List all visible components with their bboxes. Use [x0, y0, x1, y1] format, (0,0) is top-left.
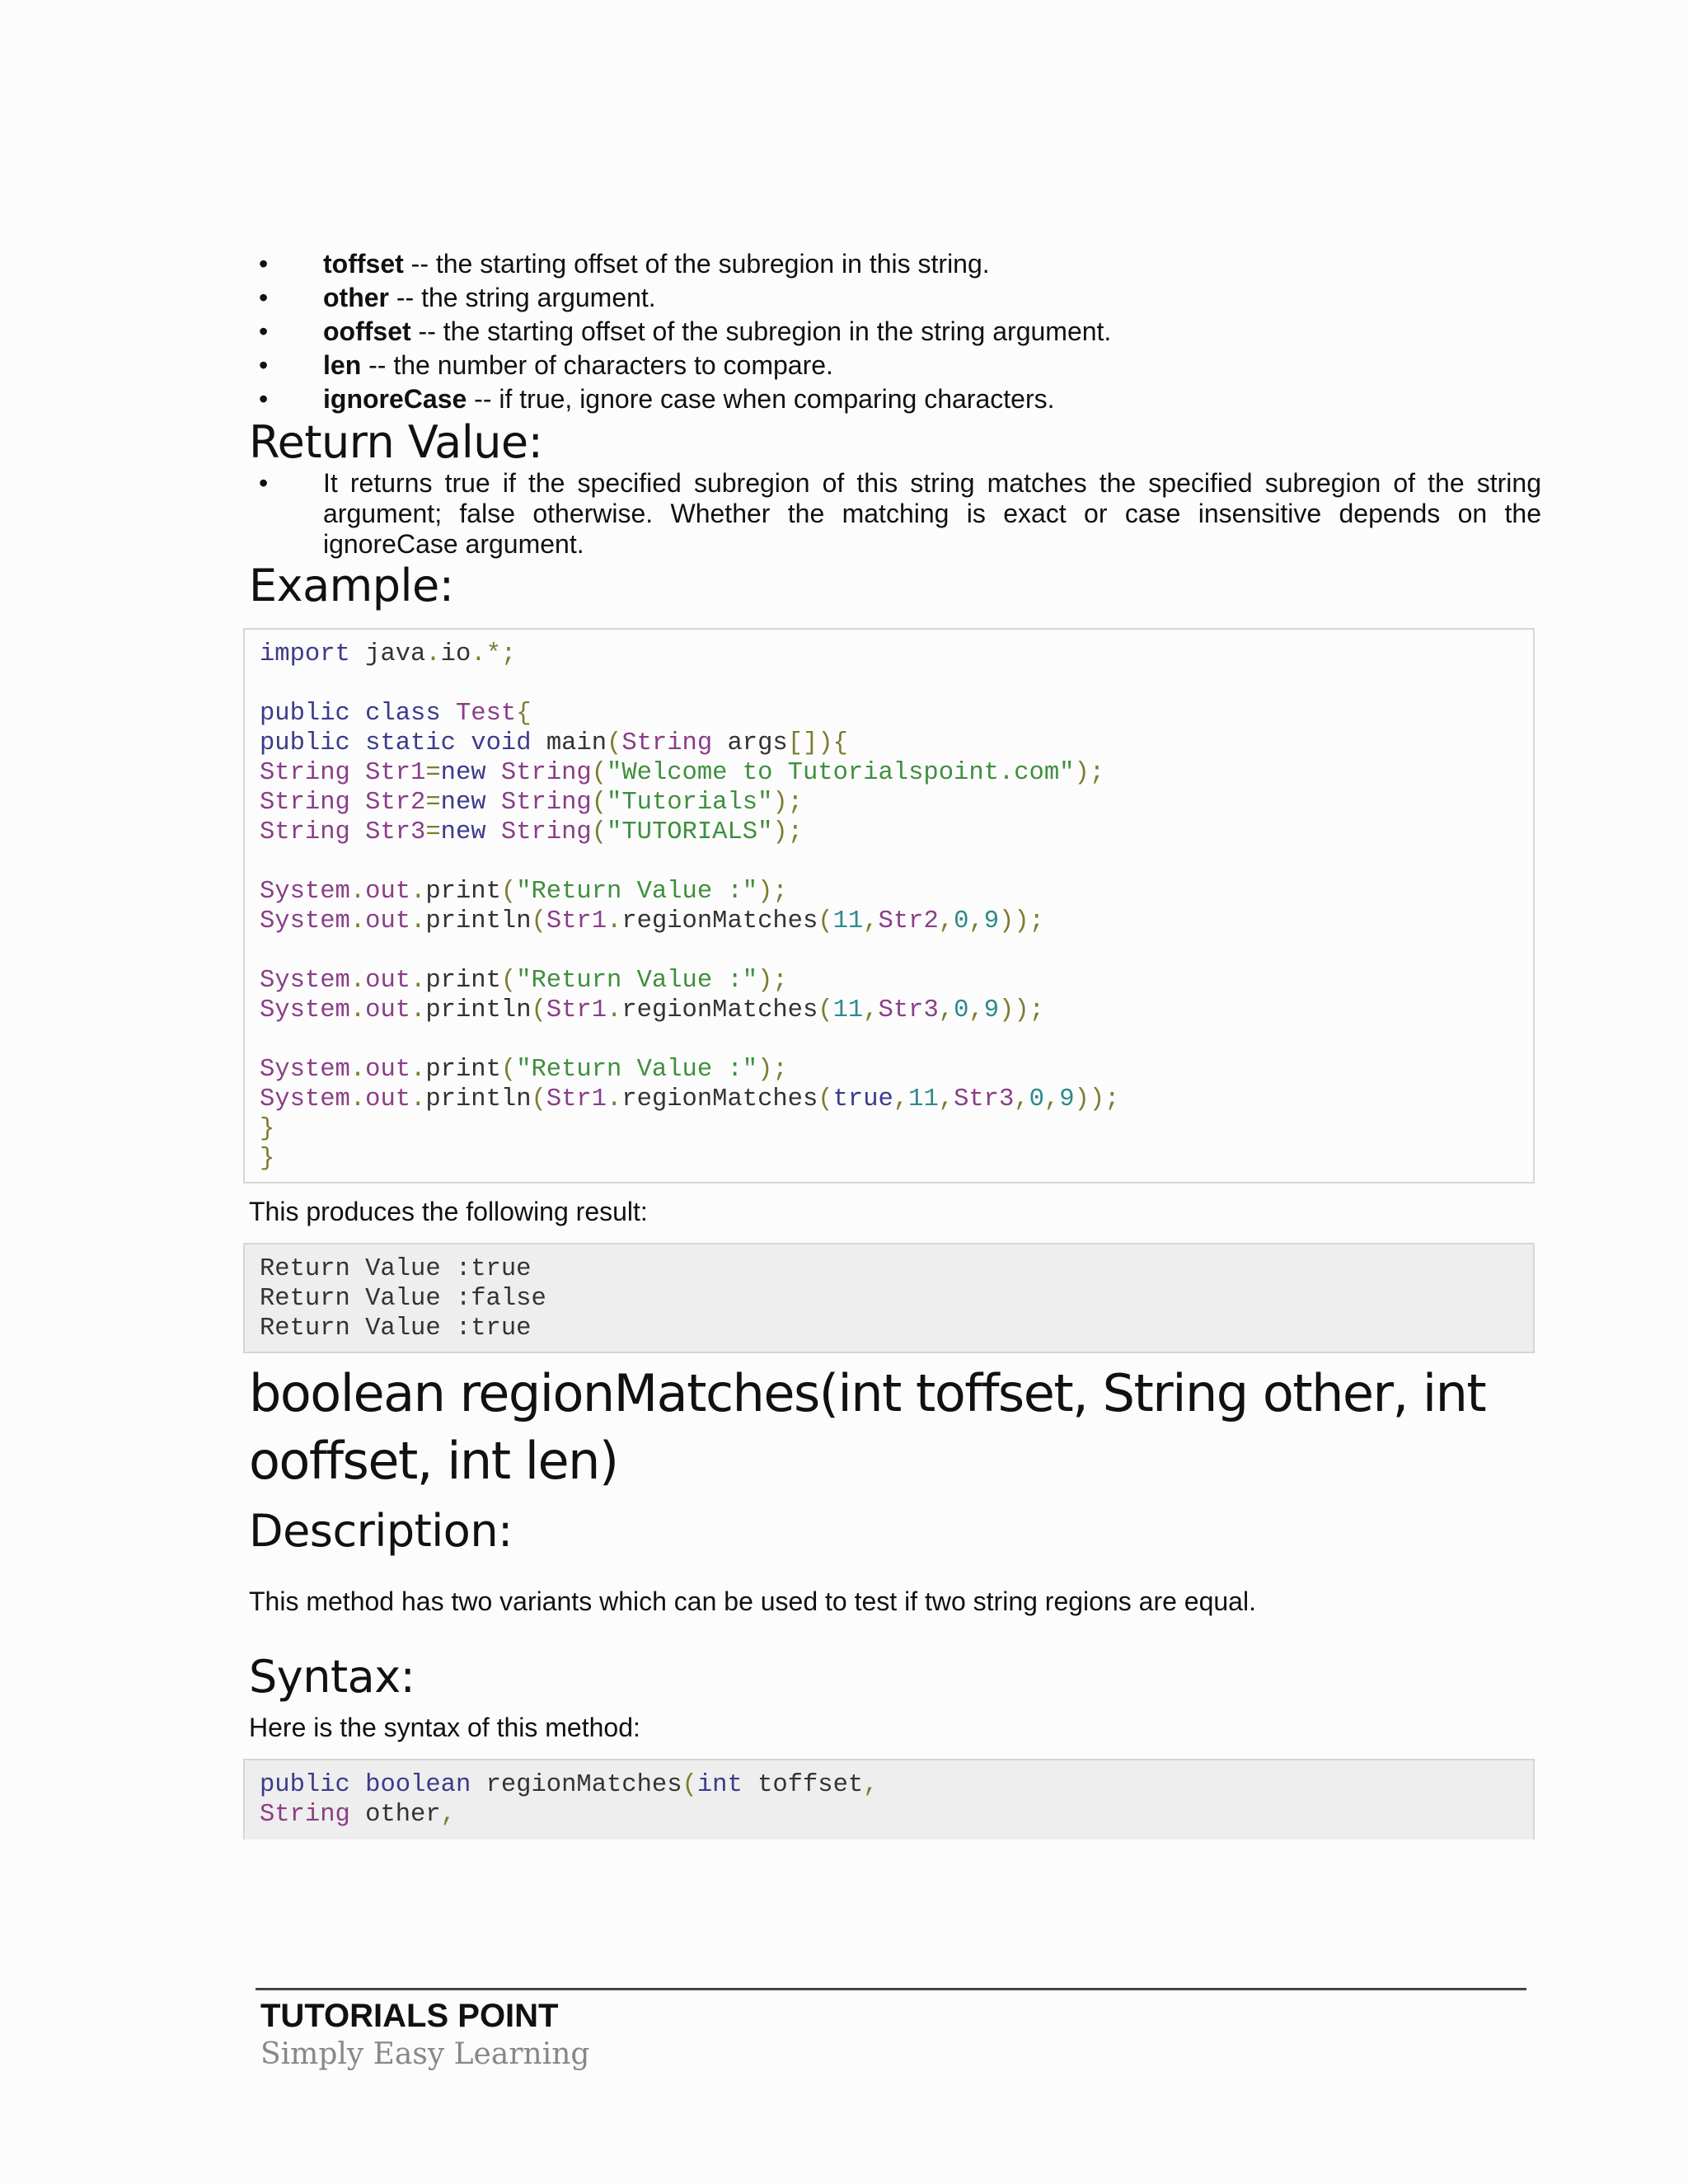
parameter-item [249, 281, 1541, 315]
return-value-list [249, 468, 1541, 560]
parameter-list [249, 247, 1541, 416]
syntax-code: public boolean regionMatches(int toffset, String other, [260, 1771, 879, 1829]
footer-tagline: Simply Easy Learning [260, 2037, 590, 2071]
example-code: import java.io.*; public class Test{ public static void main(String args[]){ String Str1=new String("Welcome to Tutorialspoint.com"); String Str2=new String("Tutorials"); String Str3=new String("TUTORIALS"); System.out.print("Return Value :"); System.out.println(Str1.regionMatches(11,Str2,0,9)); System.out.print("Return Value :"); System.out.println(Str1.regionMatches(11,Str3,0,9)); System.out.print("Return Value :"); System.out.println(Str1.regionMatches(true,11,Str3,0,9)); } } [260, 640, 1120, 1173]
parameter-name: len [323, 350, 362, 380]
parameter-name: ignoreCase [323, 384, 467, 414]
bullet-icon: • [259, 249, 269, 279]
method-title: boolean regionMatches(int toffset, String other, int ooffset, int len) [249, 1363, 1486, 1491]
result-intro: This produces the following result: [249, 1197, 648, 1226]
bullet-icon: • [259, 468, 269, 498]
parameter-item [249, 349, 1541, 382]
parameter-item [249, 382, 1541, 416]
footer-divider [256, 1988, 1526, 1990]
parameter-item [249, 247, 1541, 281]
parameter-item [249, 315, 1541, 349]
parameter-description: -- the number of characters to compare. [361, 350, 833, 380]
bullet-icon: • [259, 316, 269, 346]
syntax-heading: Syntax: [249, 1651, 415, 1703]
parameter-name: other [323, 283, 389, 312]
example-code-block [243, 628, 1535, 1183]
result-output: Return Value :true Return Value :false Return Value :true [260, 1255, 546, 1343]
page-content [249, 247, 1541, 1840]
return-value-item [249, 468, 1541, 560]
parameter-name: toffset [323, 249, 404, 279]
parameter-description: -- the string argument. [389, 283, 656, 312]
result-output-block [243, 1243, 1535, 1353]
description-text: This method has two variants which can be used to test if two string regions are equal. [249, 1586, 1256, 1616]
description-heading: Description: [249, 1505, 513, 1557]
bullet-icon: • [259, 350, 269, 380]
footer-brand: TUTORIALS POINT [260, 1998, 559, 2034]
syntax-code-block [243, 1759, 1535, 1840]
parameter-description: -- if true, ignore case when comparing characters. [467, 384, 1055, 414]
return-value-heading: Return Value: [249, 416, 543, 468]
bullet-icon: • [259, 384, 269, 414]
bullet-icon: • [259, 283, 269, 312]
example-heading: Example: [249, 560, 454, 612]
parameter-description: -- the starting offset of the subregion in the string argument. [410, 316, 1112, 346]
syntax-intro: Here is the syntax of this method: [249, 1713, 640, 1742]
parameter-name: ooffset [323, 316, 411, 346]
parameter-description: -- the starting offset of the subregion in this string. [403, 249, 990, 279]
return-value-text: It returns true if the specified subregion of this string matches the specified subregion of the string argument; false otherwise. Whether the matching is exact or case insensitive depends on the ignoreCase argument. [323, 468, 1541, 559]
